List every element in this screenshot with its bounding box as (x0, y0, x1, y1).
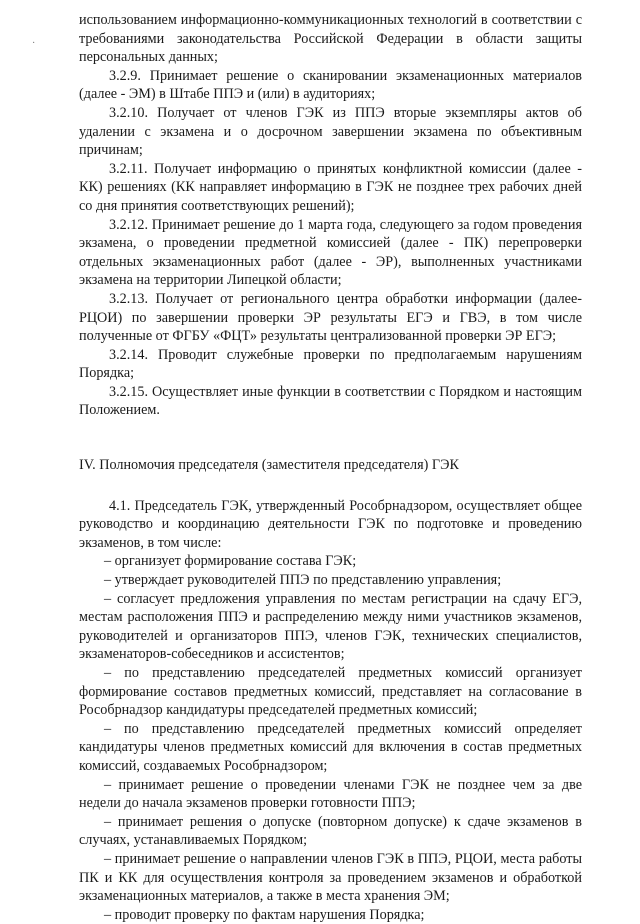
section-heading: IV. Полномочия председателя (заместителя председателя) ГЭК (79, 457, 459, 474)
list-item: – принимает решения о допуске (повторном допуске) к сдаче экзаменов в случаях, устанавливаемых Порядком; (79, 813, 582, 849)
list-item: – по представлению председателей предметных комиссий организует формирование составов предметных комиссий, представляет на согласование в Рособрнадзор кандидатуры председателей предметных комиссий; (79, 665, 582, 719)
list-item: – организует формирование состава ГЭК; (104, 553, 357, 570)
paragraph-3-2-15: 3.2.15. Осуществляет иные функции в соответствии с Порядком и настоящим Положением. (79, 383, 582, 419)
list-item: – согласует предложения управления по местам регистрации на сдачу ЕГЭ, местам расположения ППЭ и распределению между ними участников экзаменов, руководителей и организаторов ППЭ, членов ГЭК, технических специалистов, экзаменаторов-собеседников и ассистентов; (79, 590, 582, 663)
paragraph-continuation: использованием информационно-коммуникационных технологий в соответствии с требованиями законодательства Российской Федерации в области защиты персональных данных; (79, 12, 582, 66)
list-item: – принимает решение о проведении членами ГЭК не позднее чем за две недели до начала экзаменов проверки готовности ППЭ; (79, 776, 582, 812)
list-item: – по представлению председателей предметных комиссий определяет кандидатуры членов предметных комиссий для включения в состав предметных комиссий, создаваемых Рособрнадзором; (79, 720, 582, 774)
stray-mark: · (32, 38, 36, 49)
paragraph-3-2-12: 3.2.12. Принимает решение до 1 марта года, следующего за годом проведения экзамена, о проведении предметной комиссией (далее - ПК) перепроверки отдельных экзаменационных работ (далее - ЭР), выполненных участниками экзамена на территории Липецкой области; (79, 216, 582, 289)
paragraph-3-2-9: 3.2.9. Принимает решение о сканировании экзаменационных материалов (далее - ЭМ) в Штабе ППЭ и (или) в аудиториях; (79, 67, 582, 103)
list-item: – проводит проверку по фактам нарушения Порядка; (104, 906, 425, 923)
list-item: – утверждает руководителей ППЭ по представлению управления; (104, 572, 502, 589)
page-content (79, 11, 582, 924)
paragraph-3-2-13: 3.2.13. Получает от регионального центра обработки информации (далее- РЦОИ) по завершении проверки ЭР результаты ЕГЭ и ГВЭ, в том числе полученные от ФГБУ «ФЦТ» результаты централизованной проверки ЭР ЕГЭ; (79, 290, 582, 345)
paragraph-3-2-11: 3.2.11. Получает информацию о принятых конфликтной комиссии (далее - КК) решениях (КК направляет информацию в ГЭК не позднее трех рабочих дней со дня принятия соответствующих решений); (79, 160, 582, 214)
paragraph-4-1: 4.1. Председатель ГЭК, утвержденный Рособрнадзором, осуществляет общее руководство и координацию деятельности ГЭК по подготовке и проведению экзаменов, в том числе: (79, 497, 582, 551)
paragraph-3-2-14: 3.2.14. Проводит служебные проверки по предполагаемым нарушениям Порядка; (79, 346, 582, 382)
list-item: – принимает решение о направлении членов ГЭК в ППЭ, РЦОИ, места работы ПК и КК для осуществления контроля за проведением экзаменов и обработкой экзаменационных материалов, а также в места хранения ЭМ; (79, 850, 582, 905)
paragraph-3-2-10: 3.2.10. Получает от членов ГЭК из ППЭ вторые экземпляры актов об удалении с экзамена и о досрочном завершении экзамена по объективным причинам; (79, 104, 582, 159)
